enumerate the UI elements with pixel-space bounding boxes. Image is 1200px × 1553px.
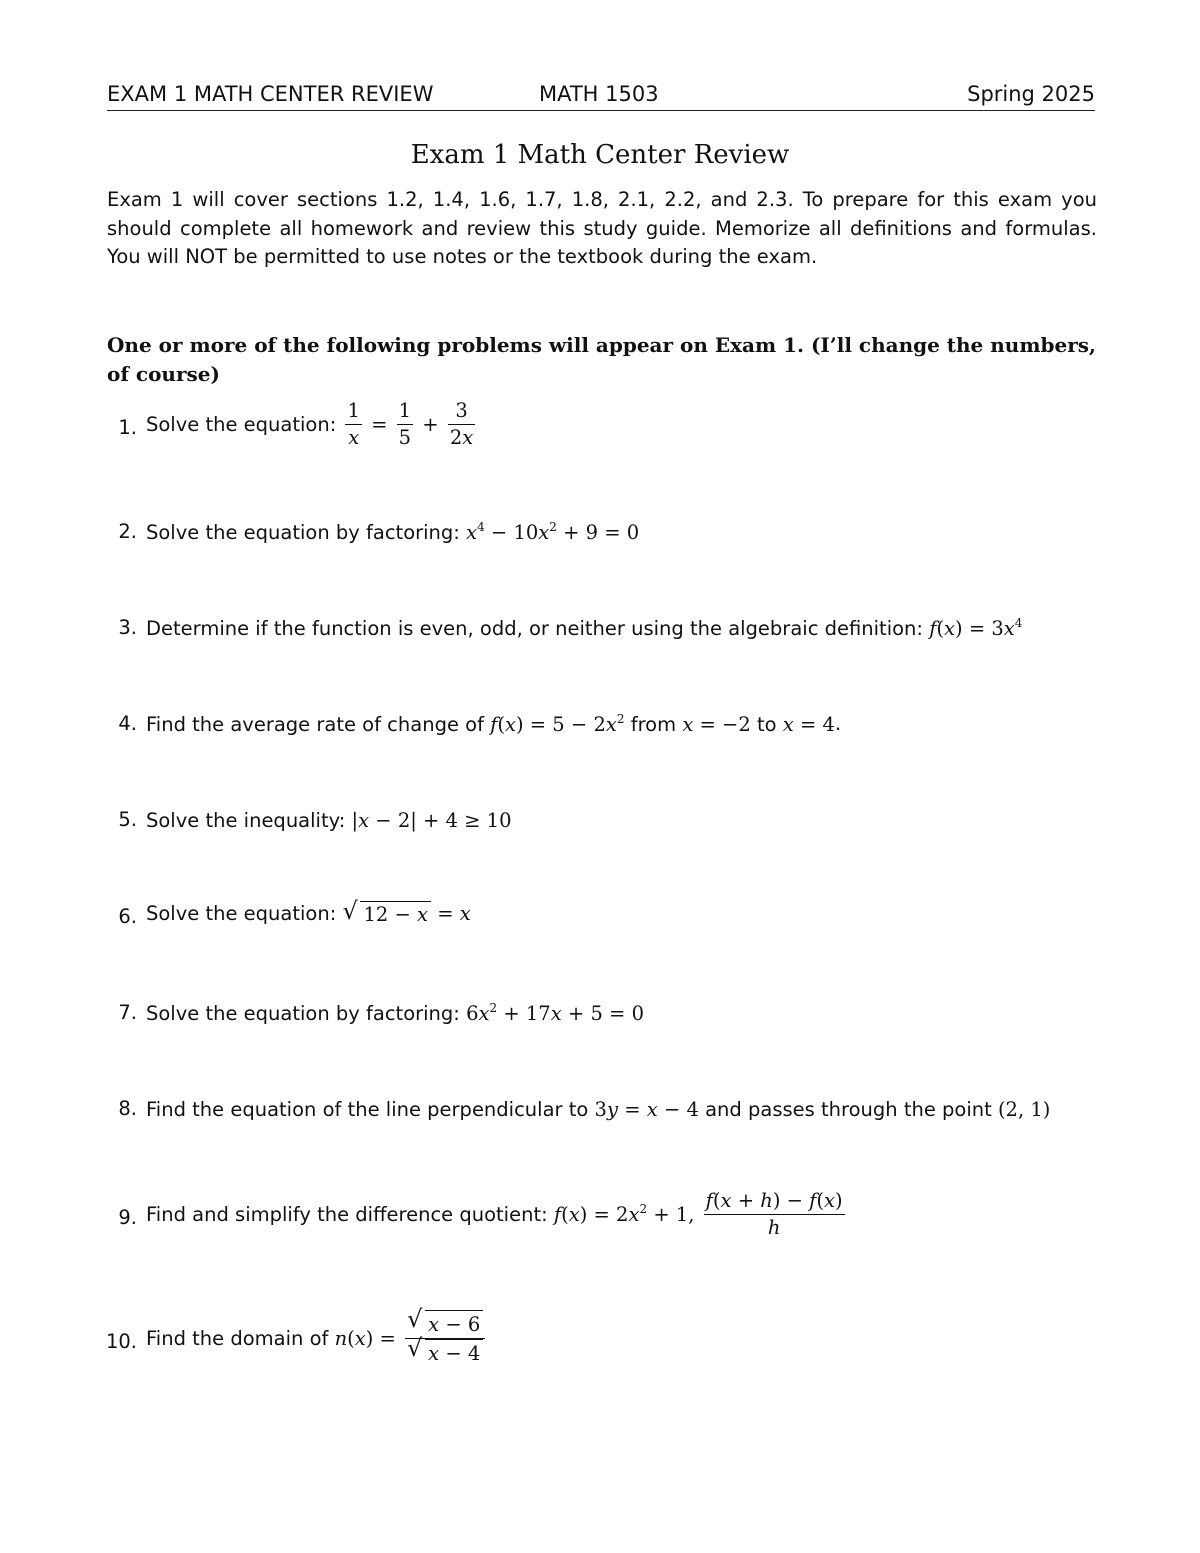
math-fraction: $\frac{1}{5}$	[398, 399, 412, 449]
problem-number: 2.	[118, 520, 137, 543]
problem-text: Determine if the function is even, odd, or neither using the algebraic definition:	[146, 617, 923, 640]
problem-8: 8. Find the equation of the line perpendicular to 3y = x − 4 and passes through the point (2, 1)	[105, 1097, 1105, 1157]
problem-number: 7.	[118, 1001, 137, 1024]
problem-text: Solve the equation:	[146, 413, 337, 436]
running-header	[107, 82, 1095, 111]
problem-text: Find the equation of the line perpendicular to	[146, 1098, 589, 1121]
math-expression: $6x^2 + 17x + 5 = 0$	[466, 1001, 644, 1025]
math-fraction: $\frac{3}{2x}$	[449, 399, 474, 449]
page-title: Exam 1 Math Center Review	[410, 140, 790, 170]
header-exam-title: EXAM 1 MATH CENTER REVIEW	[107, 82, 434, 106]
math-expression: |x − 2| + 4 ≥ 10	[351, 809, 512, 832]
problem-text: Solve the equation by factoring:	[146, 521, 460, 544]
problem-number: 10.	[105, 1330, 137, 1353]
problem-number: 8.	[118, 1097, 137, 1120]
problem-text: Find the average rate of change of	[146, 713, 484, 736]
problem-number: 1.	[118, 416, 137, 439]
problem-number: 3.	[118, 616, 137, 639]
problem-10	[105, 1305, 1105, 1370]
math-expression: x = −2	[682, 713, 751, 736]
header-course: MATH 1503	[539, 82, 659, 106]
math-expression: n(x) =	[334, 1327, 396, 1350]
problem-9	[105, 1188, 1105, 1248]
problem-number: 6.	[118, 905, 137, 928]
problem-number: 9.	[118, 1206, 137, 1229]
problem-3	[105, 616, 1105, 676]
header-term: Spring 2025	[967, 82, 1095, 106]
problem-4: 4. Find the average rate of change of $f(x) = 5 - 2x^2$ from x = −2 to x = 4.	[105, 712, 1105, 772]
math-point: (2, 1)	[997, 1098, 1051, 1121]
problem-5	[105, 808, 1105, 868]
math-expression: $x^4 - 10x^2 + 9 = 0$	[466, 520, 640, 544]
problem-text: Solve the equation:	[146, 902, 337, 925]
math-expression: x = 4	[782, 713, 835, 736]
problem-7	[105, 1001, 1105, 1061]
problem-text: Solve the equation by factoring:	[146, 1002, 460, 1025]
math-fraction: $\frac{f(x + h) - f(x)}{h}$	[705, 1189, 843, 1239]
problem-2	[105, 520, 1105, 580]
math-fraction: $\frac{1}{x}$	[347, 399, 360, 449]
math-expression: $f(x) = 2x^2 + 1$,	[553, 1202, 695, 1226]
math-expression: 3y = x − 4	[594, 1098, 699, 1121]
problem-6: 6. Solve the equation: √ 12 − x = x	[105, 905, 1105, 965]
problem-text: Find the domain of	[146, 1327, 329, 1350]
problems-notice: One or more of the following problems will appear on Exam 1. (I’ll change the numbers, of course)	[107, 333, 1096, 386]
problem-1: 1. Solve the equation: $\frac{1}{x}$ = $\frac{1}{5}$ + $\frac{3}{2x}$	[105, 398, 1105, 458]
math-fraction: √ x − 6 √ x − 4	[405, 1310, 485, 1367]
problem-text: Find and simplify the difference quotient:	[146, 1203, 548, 1226]
math-sqrt: √ 12 − x	[342, 901, 431, 926]
intro-paragraph: Exam 1 will cover sections 1.2, 1.4, 1.6, 1.7, 1.8, 2.1, 2.2, and 2.3. To prepare for this exam you should complete all homework and review this study guide. Memorize all definitions and formulas. You will NOT be permitted to use notes or the textbook during the exam.	[107, 188, 1097, 268]
problem-number: 5.	[118, 808, 137, 831]
math-expression: $f(x) = 5 - 2x^2$	[490, 712, 625, 736]
math-expression: $f(x) = 3x^4$	[929, 616, 1023, 640]
problem-text: Solve the inequality:	[146, 809, 346, 832]
problem-number: 4.	[118, 712, 137, 735]
